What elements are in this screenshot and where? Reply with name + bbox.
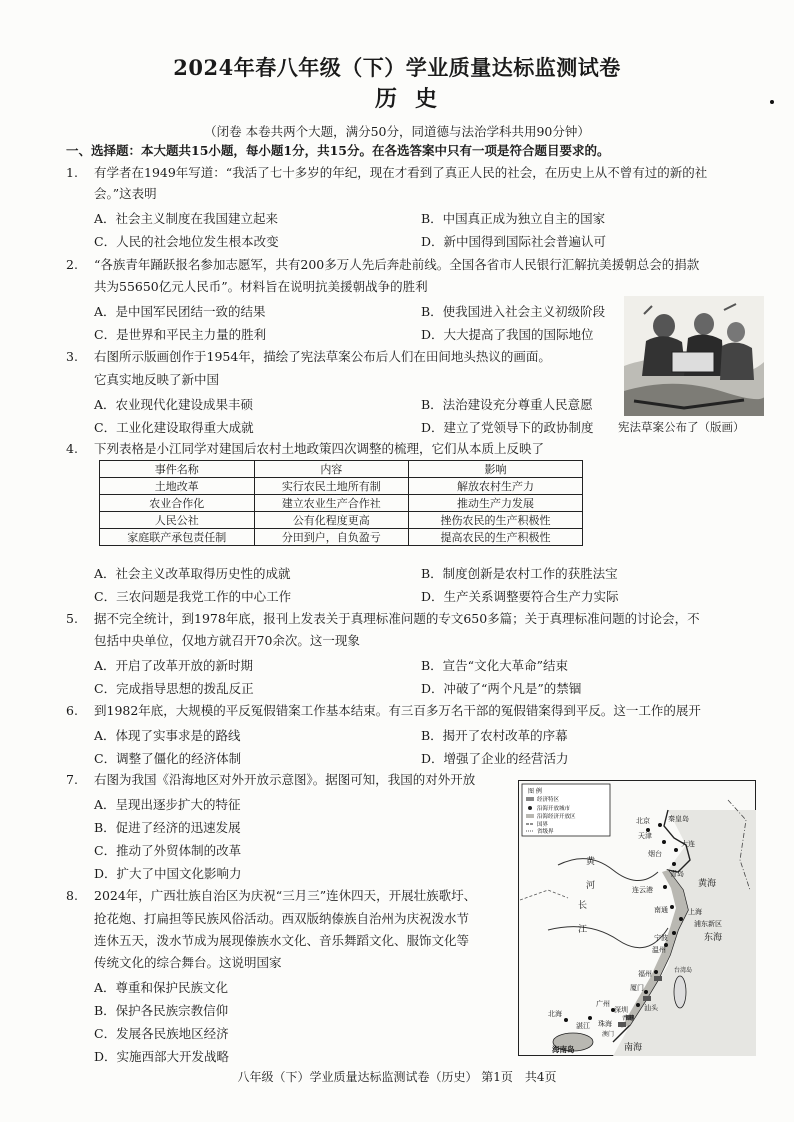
table-header-row (100, 461, 583, 478)
river-label: 长江 (578, 901, 588, 935)
question-7 (66, 772, 475, 788)
legend-item: 沿海开放城市 (537, 806, 571, 812)
table-cell: 提高农民的生产积极性 (409, 529, 583, 546)
option-a[interactable]: A．是中国军民团结一致的结果 (94, 304, 266, 319)
city-dot (679, 917, 683, 921)
question-stem-cont: 共为55650亿元人民币”。材料旨在说明抗美援朝战争的胜利 (94, 279, 428, 294)
question-4 (66, 441, 544, 457)
option-c[interactable]: C．是世界和平民主力量的胜利 (94, 327, 267, 342)
option-a[interactable]: A．体现了实事求是的路线 (94, 728, 241, 743)
city-label: 福州 (638, 970, 652, 978)
option-d[interactable]: D．增强了企业的经营活力 (421, 751, 569, 766)
table-cell: 家庭联产承包责任制 (100, 529, 255, 546)
table-cell: 推动生产力发展 (409, 495, 583, 512)
question-5 (66, 611, 700, 627)
special-zone-marker (618, 1022, 626, 1027)
table-cell: 公有化程度更高 (254, 512, 409, 529)
question-stem-cont: 它真实地反映了新中国 (94, 372, 220, 387)
option-a[interactable]: A．社会主义制度在我国建立起来 (94, 211, 279, 226)
page-footer: 八年级（下）学业质量达标监测试卷（历史） 第1页 共4页 (237, 1070, 557, 1084)
city-dot (672, 862, 676, 866)
legend-item: 经济特区 (537, 797, 560, 803)
exam-title: 2024年春八年级（下）学业质量达标监测试卷 (173, 55, 621, 80)
city-label: 天津 (638, 832, 652, 840)
option-b[interactable]: B．中国真正成为独立自主的国家 (421, 211, 606, 226)
question-stem-cont: 连休五天，泼水节成为展现傣族水文化、音乐舞蹈文化、服饰文化等 (94, 933, 470, 948)
question-stem-cont: 包括中央单位，仅地方就召开70余次。这一现象 (94, 633, 360, 648)
question-number: 8. (66, 888, 78, 903)
city-label: 澳门 (602, 1031, 615, 1038)
city-dot (564, 1018, 568, 1022)
option-c[interactable]: C．人民的社会地位发生根本改变 (94, 234, 279, 249)
table-cell: 挫伤农民的生产积极性 (409, 512, 583, 529)
option-d[interactable]: D．扩大了中国文化影响力 (94, 866, 242, 881)
option-c[interactable]: C．完成指导思想的拨乱反正 (94, 681, 254, 696)
question-stem: 下列表格是小江同学对建国后农村土地政策四次调整的梳理，它们从本质上反映了 (94, 441, 545, 456)
table-cell: 分田到户，自负盈亏 (254, 529, 409, 546)
image-caption: 宪法草案公布了（版画） (618, 420, 745, 434)
question-stem: “各族青年踊跃报名参加志愿军，共有200多万人先后奔赴前线。全国各省市人民银行汇解抗美援朝总会的捐款 (94, 257, 700, 272)
city-label: 厦门 (630, 984, 644, 992)
option-c[interactable]: C．调整了僵化的经济体制 (94, 751, 242, 766)
table-row (100, 495, 583, 512)
option-b[interactable]: B．促进了经济的迅速发展 (94, 820, 241, 835)
question-stem: 据不完全统计，到1978年底，报刊上发表关于真理标准问题的专文650多篇；关于真理标准问题的讨论会，不 (94, 611, 700, 626)
question-stem: 有学者在1949年写道：“我活了七十多岁的年纪，现在才看到了真正人民的社会，在历史上从不曾有过的新的社 (94, 165, 708, 180)
city-label: 深圳 (614, 1006, 628, 1014)
table-cell: 人民公社 (100, 512, 255, 529)
question-stem: 到1982年底，大规模的平反冤假错案工作基本结束。有三百多万名干部的冤假错案得到平反。这一工作的展开 (94, 703, 701, 718)
question-stem-cont: 抢花炮、打扁担等民族风俗活动。西双版纳傣族自治州为庆祝泼水节 (94, 911, 470, 926)
taiwan-shape (674, 976, 686, 1008)
question-2 (66, 257, 699, 273)
city-label: 温州 (652, 946, 666, 954)
option-d[interactable]: D．冲破了“两个凡是”的禁锢 (421, 681, 582, 696)
option-b[interactable]: B．法治建设充分尊重人民意愿 (421, 397, 593, 412)
city-dot (672, 931, 676, 935)
table-cell: 实行农民土地所有制 (254, 478, 409, 495)
city-label: 宁波 (654, 934, 668, 942)
option-b[interactable]: B．宣告“文化大革命”结束 (421, 658, 568, 673)
city-dot (670, 905, 674, 909)
city-dot (654, 970, 658, 974)
option-c[interactable]: C．工业化建设取得重大成就 (94, 420, 254, 435)
exam-subject: 历史 (374, 86, 455, 112)
option-a[interactable]: A．社会主义改革取得历史性的成就 (94, 566, 291, 581)
table-row (100, 478, 583, 495)
question-8 (66, 888, 476, 904)
option-b[interactable]: B．揭开了农村改革的序幕 (421, 728, 568, 743)
table-header: 内容 (254, 461, 409, 478)
question-number: 3. (66, 349, 78, 364)
woodcut-print-image (624, 296, 764, 416)
legend-item: 国界 (537, 822, 549, 828)
table-header: 事件名称 (100, 461, 255, 478)
city-label: 香港 (622, 1015, 635, 1022)
option-d[interactable]: D．建立了党领导下的政协制度 (421, 420, 594, 435)
section-instructions: 本大题共15小题，每小题1分，共15分。在各选答案中只有一项是符合题目要求的。 (141, 143, 610, 158)
legend-item: 省级界 (537, 829, 554, 835)
legend-title: 图 例 (528, 788, 542, 795)
option-a[interactable]: A．尊重和保护民族文化 (94, 980, 229, 995)
table-cell: 建立农业生产合作社 (254, 495, 409, 512)
city-dot (588, 1016, 592, 1020)
city-label: 浦东新区 (694, 920, 722, 928)
city-label: 上海 (688, 908, 702, 916)
city-dot (658, 823, 662, 827)
special-zone-marker (643, 996, 651, 1001)
city-label: 南通 (654, 906, 668, 914)
option-d[interactable]: D．实施西部大开发战略 (94, 1049, 230, 1064)
city-dot (674, 848, 678, 852)
exam-note: （闭卷 本卷共两个大题，满分50分，同道德与法治学科共用90分钟） (204, 124, 590, 139)
option-b[interactable]: B．使我国进入社会主义初级阶段 (421, 304, 606, 319)
question-1 (66, 165, 707, 181)
city-label: 北海 (548, 1010, 562, 1018)
option-c[interactable]: C．推动了外贸体制的改革 (94, 843, 242, 858)
city-dot (636, 1003, 640, 1007)
table-header: 影响 (409, 461, 583, 478)
sea-label: 东海 (704, 933, 723, 943)
option-b[interactable]: B．保护各民族宗教信仰 (94, 1003, 229, 1018)
table-row (100, 529, 583, 546)
city-label: 秦皇岛 (668, 815, 689, 823)
option-b[interactable]: B．制度创新是农村工作的获胜法宝 (421, 566, 618, 581)
sea-label: 南海 (624, 1043, 643, 1053)
question-number: 2. (66, 257, 78, 272)
island-label: 台湾岛 (674, 967, 693, 974)
option-c[interactable]: C．三农问题是我党工作的中心工作 (94, 589, 292, 604)
city-label: 广州 (596, 1000, 610, 1008)
question-number: 5. (66, 611, 78, 626)
option-d[interactable]: D．新中国得到国际社会普遍认可 (421, 234, 607, 249)
option-d[interactable]: D．生产关系调整要符合生产力实际 (421, 589, 619, 604)
island-label: 海南岛 (552, 1045, 575, 1054)
question-stem-cont: 传统文化的综合舞台。这说明国家 (94, 955, 282, 970)
question-6 (66, 703, 701, 719)
question-stem: 右图所示版画创作于1954年，描绘了宪法草案公布后人们在田间地头热议的画面。 (94, 349, 551, 364)
table-row (100, 512, 583, 529)
option-a[interactable]: A．开启了改革开放的新时期 (94, 658, 254, 673)
special-zone-marker (654, 976, 662, 981)
city-label: 珠海 (598, 1020, 612, 1028)
table-cell: 土地改革 (100, 478, 255, 495)
table-cell: 农业合作化 (100, 495, 255, 512)
legend-item: 沿海经济开放区 (537, 814, 576, 820)
question-stem: 2024年，广西壮族自治区为庆祝“三月三”连休四天，开展壮族歌圩、 (94, 888, 477, 903)
legend-swatch (528, 806, 532, 810)
city-dot (662, 840, 666, 844)
city-label: 湛江 (576, 1022, 590, 1030)
section-heading (66, 141, 610, 159)
city-dot (663, 885, 667, 889)
city-label: 大连 (681, 840, 695, 848)
question-number: 1. (66, 165, 78, 180)
question-number: 7. (66, 772, 78, 787)
map-legend (522, 784, 610, 836)
coastal-open-map (518, 780, 756, 1056)
question-3 (66, 349, 551, 365)
option-c[interactable]: C．发展各民族地区经济 (94, 1026, 229, 1041)
policy-table (99, 460, 583, 546)
city-dot (644, 990, 648, 994)
legend-swatch (526, 797, 534, 801)
city-label: 汕头 (644, 1004, 658, 1012)
river-label: 黄河 (586, 857, 596, 891)
option-d[interactable]: D．大大提高了我国的国际地位 (421, 327, 594, 342)
city-label: 连云港 (632, 886, 653, 894)
question-number: 6. (66, 703, 78, 718)
option-a[interactable]: A．农业现代化建设成果丰硕 (94, 397, 254, 412)
question-number: 4. (66, 441, 78, 456)
sea-label: 黄海 (698, 879, 717, 889)
city-label: 烟台 (648, 850, 662, 858)
section-label: 一、选择题： (66, 143, 142, 158)
option-a[interactable]: A．呈现出逐步扩大的特征 (94, 797, 241, 812)
city-label: 青岛 (670, 870, 684, 878)
city-label: 北京 (636, 817, 650, 825)
question-stem-cont: 会。”这表明 (94, 186, 157, 201)
table-cell: 解放农村生产力 (409, 478, 583, 495)
question-stem: 右图为我国《沿海地区对外开放示意图》。据图可知，我国的对外开放 (94, 772, 476, 787)
legend-swatch (526, 814, 534, 818)
